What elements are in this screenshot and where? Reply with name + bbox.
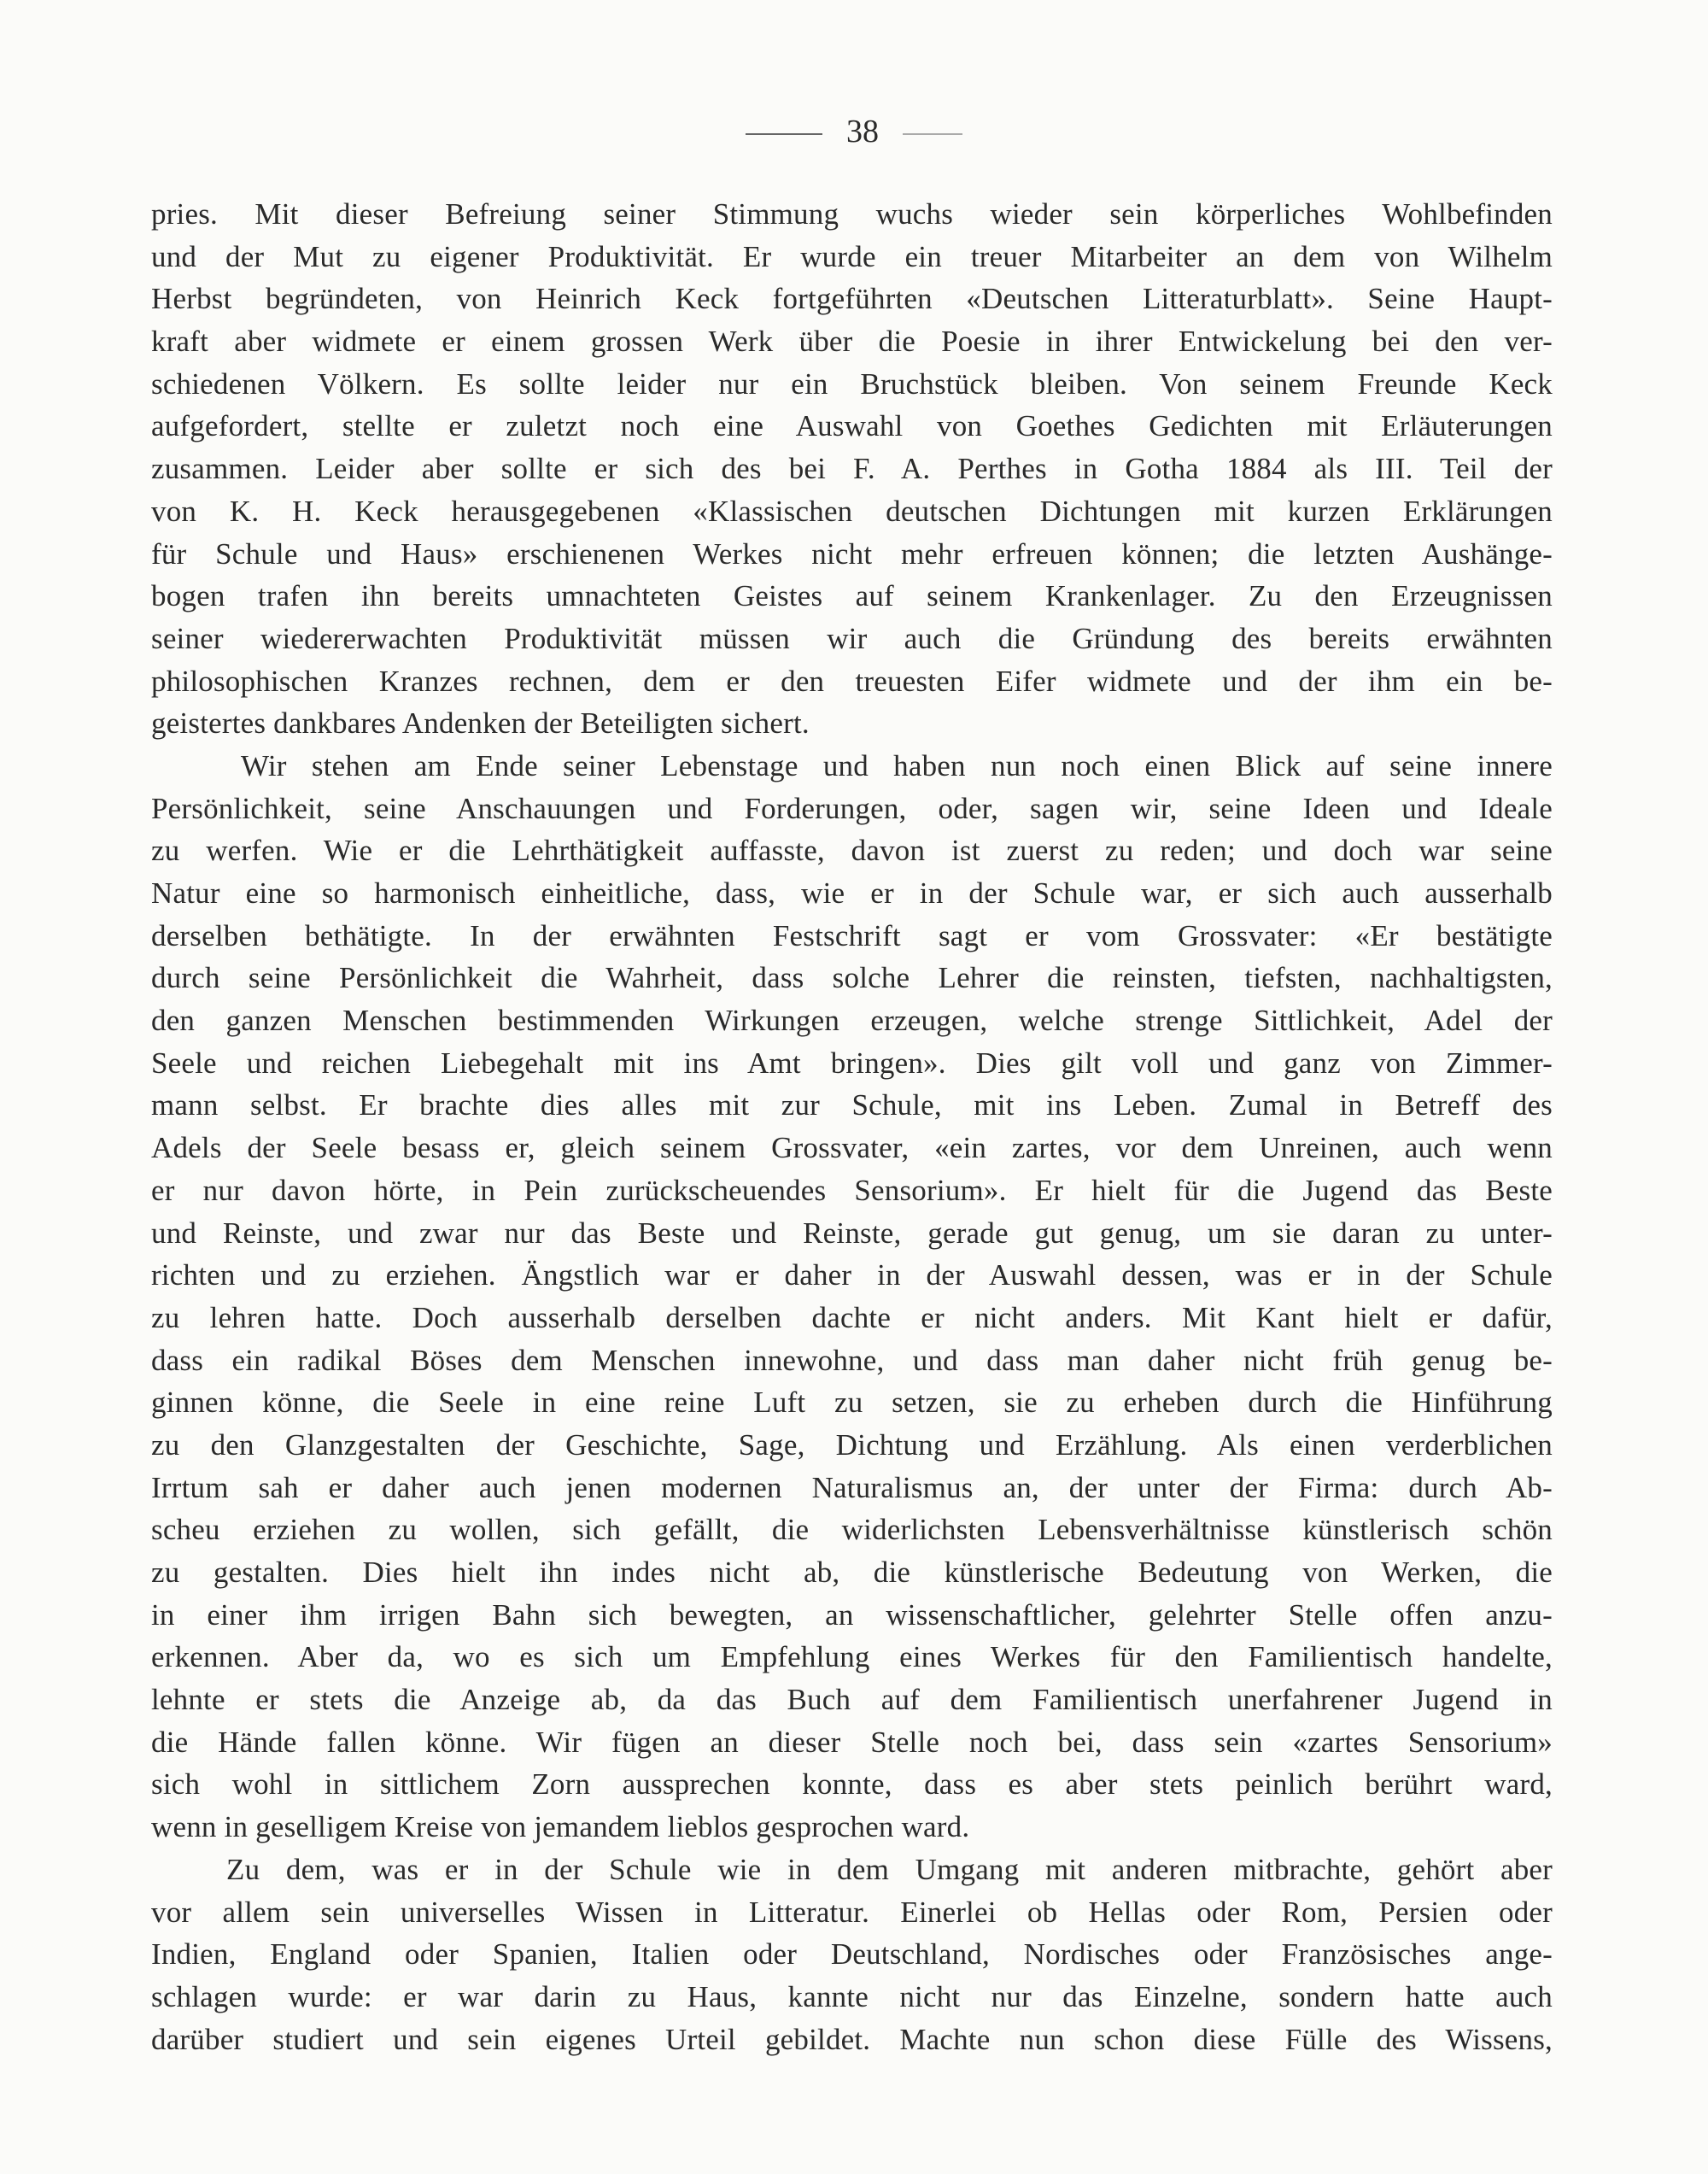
text-line: lehnte er stets die Anzeige ab, da das Buch auf dem Familientisch unerfahrener Jugend in xyxy=(151,1683,1553,1717)
text-line: seiner wiedererwachten Produktivität müssen wir auch die Gründung des bereits erwähnten xyxy=(151,621,1553,655)
text-line: die Hände fallen könne. Wir fügen an dieser Stelle noch bei, dass sein «zartes Sensorium» xyxy=(151,1725,1553,1759)
text-line: zusammen. Leider aber sollte er sich des bei F. A. Perthes in Gotha 1884 als III. Teil der xyxy=(151,452,1553,486)
text-line: und Reinste, und zwar nur das Beste und Reinste, gerade gut genug, um sie daran zu unter- xyxy=(151,1216,1553,1250)
text-line: philosophischen Kranzes rechnen, dem er den treuesten Eifer widmete und der ihm ein be- xyxy=(151,664,1553,698)
page-number-dash-left xyxy=(746,133,822,135)
text-line: durch seine Persönlichkeit die Wahrheit, dass solche Lehrer die reinsten, tiefsten, nachhaltigsten, xyxy=(151,961,1553,995)
text-line: richten und zu erziehen. Ängstlich war er daher in der Auswahl dessen, was er in der Schule xyxy=(151,1258,1553,1292)
text-line: von K. H. Keck herausgegebenen «Klassischen deutschen Dichtungen mit kurzen Erklärungen xyxy=(151,494,1553,528)
body-text xyxy=(151,193,1553,2060)
text-line: und der Mut zu eigener Produktivität. Er wurde ein treuer Mitarbeiter an dem von Wilhelm xyxy=(151,239,1553,273)
paragraph xyxy=(151,1849,1553,2060)
text-line: Seele und reichen Liebegehalt mit ins Amt bringen». Dies gilt voll und ganz von Zimmer- xyxy=(151,1046,1553,1080)
page-number-dash-right xyxy=(903,133,962,135)
text-line: vor allem sein universelles Wissen in Litteratur. Einerlei ob Hellas oder Rom, Persien oder xyxy=(151,1895,1553,1929)
text-line: Adels der Seele besass er, gleich seinem Grossvater, «ein zartes, vor dem Unreinen, auch wenn xyxy=(151,1131,1553,1165)
text-line: Wir stehen am Ende seiner Lebenstage und haben nun noch einen Blick auf seine innere xyxy=(241,748,1553,782)
text-line: geistertes dankbares Andenken der Beteiligten sichert. xyxy=(151,706,810,741)
text-line: Zu dem, was er in der Schule wie in dem Umgang mit anderen mitbrachte, gehört aber xyxy=(226,1852,1553,1886)
text-line: darüber studiert und sein eigenes Urteil gebildet. Machte nun schon diese Fülle des Wissens, xyxy=(151,2022,1553,2056)
text-line: in einer ihm irrigen Bahn sich bewegten, an wissenschaftlicher, gelehrter Stelle offen anzu- xyxy=(151,1597,1553,1632)
text-line: mann selbst. Er brachte dies alles mit zur Schule, mit ins Leben. Zumal in Betreff des xyxy=(151,1088,1553,1122)
text-line: Persönlichkeit, seine Anschauungen und Forderungen, oder, sagen wir, seine Ideen und Ideale xyxy=(151,791,1553,825)
text-line: pries. Mit dieser Befreiung seiner Stimmung wuchs wieder sein körperliches Wohlbefinden xyxy=(151,197,1553,231)
text-line: zu werfen. Wie er die Lehrthätigkeit auffasste, davon ist zuerst zu reden; und doch war seine xyxy=(151,834,1553,868)
text-line: bogen trafen ihn bereits umnachteten Geistes auf seinem Krankenlager. Zu den Erzeugnissen xyxy=(151,579,1553,613)
text-line: zu lehren hatte. Doch ausserhalb derselben dachte er nicht anders. Mit Kant hielt er dafür, xyxy=(151,1300,1553,1334)
text-line: kraft aber widmete er einem grossen Werk über die Poesie in ihrer Entwickelung bei den ver- xyxy=(151,325,1553,359)
text-line: schiedenen Völkern. Es sollte leider nur ein Bruchstück bleiben. Von seinem Freunde Keck xyxy=(151,366,1553,401)
text-line: dass ein radikal Böses dem Menschen innewohne, und dass man daher nicht früh genug be- xyxy=(151,1343,1553,1377)
text-line: derselben bethätigte. In der erwähnten Festschrift sagt er vom Grossvater: «Er bestätigte xyxy=(151,918,1553,952)
text-line: erkennen. Aber da, wo es sich um Empfehlung eines Werkes für den Familientisch handelte, xyxy=(151,1640,1553,1674)
text-line: für Schule und Haus» erschienenen Werkes nicht mehr erfreuen können; die letzten Aushänge- xyxy=(151,536,1553,571)
text-line: scheu erziehen zu wollen, sich gefällt, die widerlichsten Lebensverhältnisse künstlerisch schön xyxy=(151,1513,1553,1547)
text-line: schlagen wurde: er war darin zu Haus, kannte nicht nur das Einzelne, sondern hatte auch xyxy=(151,1979,1553,2013)
text-line: ginnen könne, die Seele in eine reine Luft zu setzen, sie zu erheben durch die Hinführung xyxy=(151,1386,1553,1420)
text-line: sich wohl in sittlichem Zorn aussprechen konnte, dass es aber stets peinlich berührt ward, xyxy=(151,1767,1553,1802)
text-line: Natur eine so harmonisch einheitliche, dass, wie er in der Schule war, er sich auch ausserhalb xyxy=(151,876,1553,910)
text-line: Herbst begründeten, von Heinrich Keck fortgeführten «Deutschen Litteraturblatt». Seine Haupt- xyxy=(151,282,1553,316)
text-line: zu den Glanzgestalten der Geschichte, Sage, Dichtung und Erzählung. Als einen verderblichen xyxy=(151,1427,1553,1462)
text-line: zu gestalten. Dies hielt ihn indes nicht ab, die künstlerische Bedeutung von Werken, die xyxy=(151,1556,1553,1589)
text-line: er nur davon hörte, in Pein zurückscheuendes Sensorium». Er hielt für die Jugend das Beste xyxy=(151,1173,1553,1207)
page-number-text: 38 xyxy=(846,114,879,149)
text-line: aufgefordert, stellte er zuletzt noch eine Auswahl von Goethes Gedichten mit Erläuterungen xyxy=(151,409,1553,443)
text-line: wenn in geselligem Kreise von jemandem lieblos gesprochen ward. xyxy=(151,1810,970,1844)
paragraph xyxy=(151,745,1553,1849)
text-line: Indien, England oder Spanien, Italien oder Deutschland, Nordisches oder Französisches ange- xyxy=(151,1937,1553,1972)
text-line: den ganzen Menschen bestimmenden Wirkungen erzeugen, welche strenge Sittlichkeit, Adel der xyxy=(151,1004,1553,1038)
paragraph xyxy=(151,193,1553,745)
text-line: Irrtum sah er daher auch jenen modernen Naturalismus an, der unter der Firma: durch Ab- xyxy=(151,1470,1553,1504)
page-number xyxy=(0,113,1708,150)
